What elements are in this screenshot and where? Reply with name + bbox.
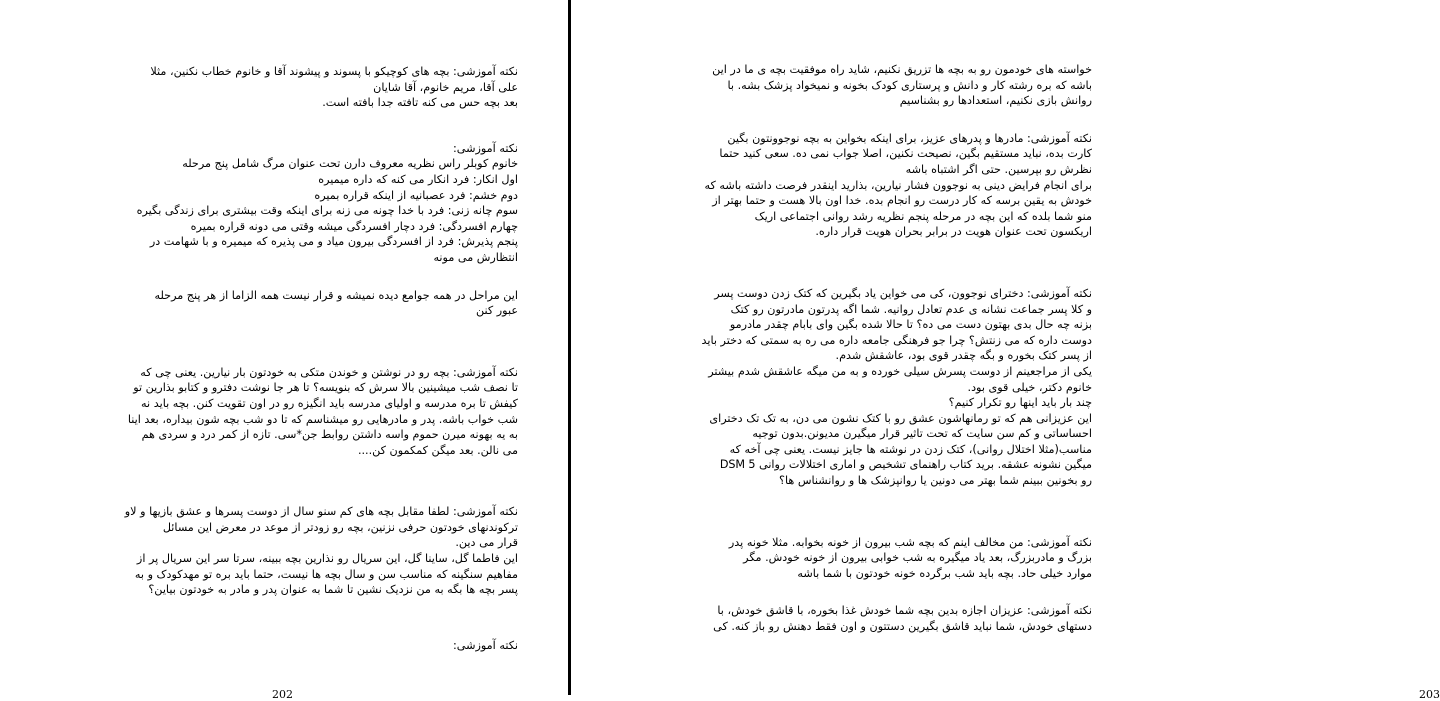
text-line: نکته آموزشی: بچه های کوچیکو با پسوند و پیشوند آقا و خانوم خطاب نکنین، مثلا: [150, 65, 518, 78]
paragraph-gap: [648, 581, 1092, 603]
paragraph-gap: [76, 266, 518, 288]
text-line: خودش به یقین برسه که کار درست رو انجام بده. خدا اون بالا هست و حتما بهتر از: [712, 194, 1092, 208]
text-line: چهارم افسردگی: فرد دچار افسردگی میشه وقتی می دونه قراره بمیره: [190, 219, 518, 233]
text-line: منو شما بلده که این بچه در مرحله پنجم نظریه رشد روانی اجتماعی اریک: [754, 209, 1092, 223]
text-line: این فاطما گل، ساینا گل، این سریال رو نذارین بچه ببینه، سرتا سر این سریال پر از: [136, 552, 518, 566]
text-line: دوست داره که می زنتش؟ چرا جو فرهنگی جامعه داره می ره به سمتی که دختر باید: [701, 333, 1092, 347]
text-line: خانوم دکتر، خیلی قوی بود.: [967, 380, 1092, 394]
paragraph-gap: [76, 319, 518, 365]
text-line: چند بار باید اینها رو تکرار کنیم؟: [948, 396, 1092, 410]
text-line: قرار می دین.: [455, 536, 518, 550]
text-line: نظرش رو بپرسین. حتی اگر اشتباه باشه: [905, 162, 1092, 176]
text-line: روانش بازی نکنیم، استعدادها رو بشناسیم: [899, 94, 1092, 108]
text-line: ترکوندنهای خودتون حرفی نزنین، بچه رو زودتر از موعد در معرض این مسائل: [162, 520, 518, 534]
text-line: رو بخونین ببینم شما بهتر می دونین یا روانپزشک ها و روانشناس ها؟: [779, 474, 1092, 488]
paragraph: [76, 288, 518, 319]
paragraph: [76, 64, 518, 111]
right-page-number: 203: [1419, 688, 1440, 701]
text-line: خانوم کوبلر راس نظریه معروف دارن تحت عنوان مرگ شامل پنج مرحله: [182, 157, 518, 171]
text-line: از پسر کتک بخوره و بگه چقدر قوی بود، عاشقش شدم.: [835, 349, 1092, 363]
text-line: پنجم پذیرش: فرد از افسردگی بیرون میاد و می پذیره که میمیره و با شهامت در: [149, 235, 518, 249]
text-line: دستهای خودش، شما نباید قاشق بگیرین دستتون و اون فقط دهنش رو باز کنه. کی: [713, 620, 1092, 634]
left-page-number: 202: [272, 688, 293, 701]
text-line: نکته آموزشی: دخترای نوجوون، کی می خواین یاد بگیرین که کتک زدن دوست پسر: [714, 286, 1092, 300]
text-line: خواسته های خودمون رو به بچه ها تزریق نکنیم، شاید راه موفقیت بچه ی ما در این: [712, 63, 1092, 76]
paragraph: [648, 535, 1092, 582]
right-page: [571, 0, 1440, 701]
text-line: بزرگ و مادربزرگ، بعد یاد میگیره به شب خوابی بیرون از خونه خودش. مگر: [743, 551, 1092, 565]
text-line: احساساتی و کم سن سایت که تحت تاثیر قرار میگیرن مدیونن.بدون توجیه: [752, 427, 1092, 441]
text-line: بزنه چه حال بدی بهتون دست می ده؟ تا حالا شده بگین وای بابام چقدر مادرمو: [729, 318, 1092, 332]
paragraph: [76, 141, 518, 266]
text-line: کیفش تا بره مدرسه و اولیای مدرسه باید انگیزه رو در اون تقویت کنن. بچه باید نه: [141, 396, 518, 410]
text-line: نکته آموزشی: بچه رو در نوشتن و خوندن متکی به خودتون بار نیارین. یعنی چی که: [140, 365, 518, 379]
text-line: کارت بده، نباید مستقیم بگین، نصیحت نکنین، اصلا جواب نمی ده. سعی کنید حتما: [719, 147, 1092, 161]
text-line: انتظارش می مونه: [433, 250, 518, 264]
paragraph: [648, 62, 1092, 109]
text-line: اول انکار: فرد انکار می کنه که داره میمیره: [318, 172, 518, 186]
left-page-text: [76, 64, 518, 653]
text-line: یکی از مراجعینم از دوست پسرش سیلی خورده و به من میگه عاشقش شدم بیشتر: [708, 364, 1092, 378]
text-line: پسر بچه ها بگه به من نزدیک نشین تا شما به عنوان پدر و مادر به خودتون بیاین؟: [148, 583, 518, 597]
paragraph-gap: [648, 109, 1092, 131]
text-line: علی آقا، مریم خانوم، آقا شایان: [373, 80, 518, 94]
text-line: باشه که بره رشته کار و دانش و پرستاری کودک بخونه و نمیخواد پزشک بشه. با: [727, 78, 1092, 92]
text-line: میگین نشونه عشقه. برید کتاب راهنمای تشخیص و امارى اختلالات روانی DSM 5: [719, 458, 1092, 472]
paragraph-gap: [648, 489, 1092, 535]
paragraph-gap: [648, 240, 1092, 286]
text-line: نکته آموزشی: لطفا مقابل بچه های کم سنو سال از دوست پسرها و عشق بازیها و لاو: [124, 505, 518, 519]
text-line: این عزیزانی هم که تو رمانهاشون عشق رو با کتک نشون می دن، به تک تک دخترای: [709, 411, 1092, 425]
text-line: می نالن. بعد میگن کمکمون کن....: [357, 443, 518, 457]
paragraph: [648, 603, 1092, 634]
text-line: نکته آموزشی: عزیزان اجازه بدین بچه شما خودش غذا بخوره، با قاشق خودش، با: [717, 604, 1092, 618]
paragraph: [648, 286, 1092, 489]
text-line: موارد خیلی حاد. بچه باید شب برگرده خونه خودتون با شما باشه: [797, 566, 1092, 580]
paragraph-gap: [76, 598, 518, 638]
text-line: اریکسون تحت عنوان هویت در برابر بحران هویت قرار داره.: [815, 225, 1092, 239]
text-line: نکته آموزشی: من مخالف اینم که بچه شب بیرون از خونه بخوابه. مثلا خونه پدر: [728, 535, 1092, 549]
text-line: بعد بچه حس می کنه تافته جدا بافته است.: [322, 96, 518, 110]
text-line: نکته آموزشی:: [453, 141, 518, 155]
text-line: برای انجام فرایض دینی به نوجوون فشار نیارین، بذارید اینقدر فرصت داشته باشه که: [704, 178, 1092, 192]
text-line: عبور کنن: [475, 304, 518, 318]
text-line: نکته آموزشی: مادرها و پدرهای عزیز، برای اینکه بخواین به بچه نوجوونتون بگین: [727, 131, 1092, 145]
paragraph-gap: [76, 458, 518, 504]
text-line: نکته آموزشی:: [453, 638, 518, 652]
paragraph-gap: [76, 111, 518, 141]
text-line: شب خواب باشه. پدر و مادرهایی رو میشناسم که تا دو شب بچه شون بیداره، بعد اینا: [127, 412, 518, 426]
left-page: [0, 0, 568, 701]
text-line: تا نصف شب میشینین بالا سرش که بنویسه؟ تا هر جا نوشت دفترو و کتابو بذارین تو: [133, 381, 518, 395]
paragraph: [648, 131, 1092, 240]
right-page-text: [648, 62, 1092, 635]
paragraph: [76, 504, 518, 598]
paragraph: [76, 638, 518, 654]
paragraph: [76, 365, 518, 459]
text-line: مناسب(مثلا اختلال روانی)، کتک زدن در نوشته ها جایز نیست. یعنی چی آخه که: [729, 442, 1092, 456]
text-line: سوم چانه زنی: فرد با خدا چونه می زنه برای اینکه وقت بیشتری برای زندگی بگیره: [136, 204, 518, 218]
text-line: مفاهیم سنگینه که مناسب سن و سال بچه ها نیست، حتما باید بره تو مهدکودک و به: [134, 567, 518, 581]
text-line: به یه بهونه میرن حموم واسه داشتن روابط جن*سی. تازه از کمر درد و سردی هم: [141, 428, 518, 442]
text-line: دوم خشم: فرد عصبانیه از اینکه قراره بمیره: [314, 188, 518, 202]
text-line: این مراحل در همه جوامع دیده نمیشه و قرار نیست همه الزاما از هر پنج مرحله: [154, 288, 518, 302]
text-line: و کلا پسر جماعت نشانه ی عدم تعادل روانیه. شما اگه پدرتون مادرتون رو کتک: [730, 302, 1092, 316]
